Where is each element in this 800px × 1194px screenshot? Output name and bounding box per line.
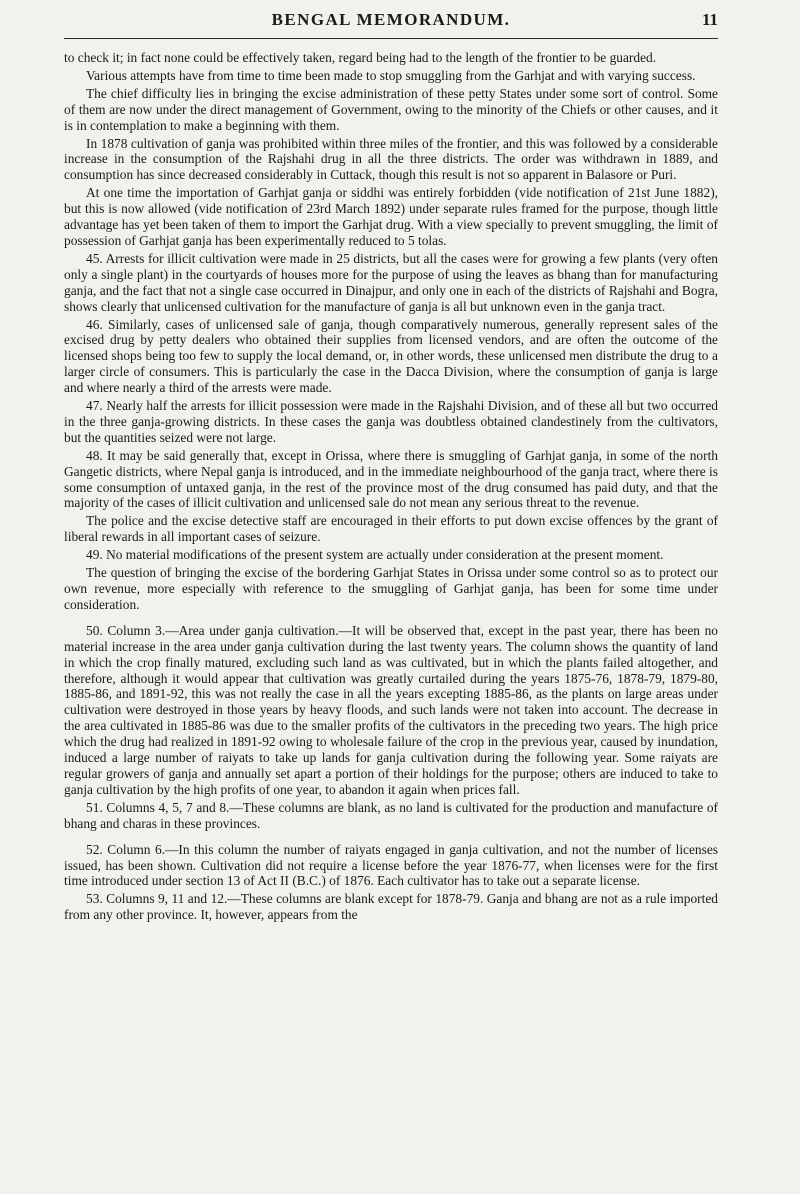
paragraph: At one time the importation of Garhjat ganja or siddhi was entirely forbidden (vide notification of 21st June 1882), but this is now allowed (vide notification of 23rd March 1892) under separate rules framed for the purpose, though little advantage has yet been taken of them to import the Garhjat drug. With a view specially to prevent smuggling, the limit of possession of Garhjat ganja has been experimentally reduced to 5 tolas. bbox=[64, 185, 718, 248]
paragraph: The police and the excise detective staff are encouraged in their efforts to put down excise offences by the grant of liberal rewards in all important cases of seizure. bbox=[64, 513, 718, 545]
paragraph: The question of bringing the excise of the bordering Garhjat States in Orissa under some control so as to protect our own revenue, more especially with reference to the smuggling of Garhjat ganja, has been for some time under consideration. bbox=[64, 565, 718, 612]
running-title: BENGAL MEMORANDUM. bbox=[271, 10, 511, 29]
paragraph: The chief difficulty lies in bringing the excise administration of these petty States under some sort of control. Some of them are now under the direct management of Government, owing to the minority of the Chiefs or other causes, and it is in contemplation to make a beginning with them. bbox=[64, 85, 718, 133]
paragraph-47: 47. Nearly half the arrests for illicit possession were made in the Rajshahi Division, and of these all but two occurred in the three ganja-growing districts. In these cases the ganja was doubtless obtained clandestinely from the cultivators, but the quantities seized were not large. bbox=[64, 398, 718, 445]
paragraph-46: 46. Similarly, cases of unlicensed sale of ganja, though comparatively numerous, generally represent sales of the excised drug by petty dealers who obtained their supplies from licensed vendors, and are often the outcome of the licensed shops being too few to supply the local demand, or, in other words, these unlicensed men distribute the drug to a larger circle of consumers. This is particularly the case in the Dacca Division, where the consumption of ganja is large and where nearly a third of the arrests were made. bbox=[64, 316, 718, 396]
paragraph-48: 48. It may be said generally that, except in Orissa, where there is smuggling of Garhjat ganja, in some of the north Gangetic districts, where Nepal ganja is introduced, and in the immediate neighbourhood of the ganja tract, where there is some consumption of untaxed ganja, in the rest of the province most of the drug consumed has paid duty, and that the majority of the cases of illicit cultivation and unlicensed sale do not mean any serious threat to the revenue. bbox=[64, 447, 718, 511]
paragraph-45: 45. Arrests for illicit cultivation were made in 25 districts, but all the cases were for growing a few plants (very often only a single plant) in the courtyards of houses more for the purpose of using the leaves as bhang than for manufacturing ganja, and the fact that not a single case occurred in Dinajpur, and only one in each of the districts of Rajshahi and Bogra, shows clearly that unlicensed cultivation for the manufacture of ganja is all but unknown even in the ganja tract. bbox=[64, 250, 718, 314]
paragraph-50: 50. Column 3.—Area under ganja cultivation.—It will be observed that, except in the past year, there has been no material increase in the area under ganja cultivation during the last twenty years. The column shows the quantity of land in which the crop finally matured, excluding such land as was cultivated, but in which the plants failed altogether, and therefore, although it would appear that cultivation was greatly curtailed during the years 1875-76, 1878-79, 1879-80, 1885-86, and 1891-92, this was not really the case in all the years excepting 1885-86, as the plants on large areas under cultivation were destroyed in those years by heavy floods, and such lands were not taken into account. The decrease in the area cultivated in 1885-86 was due to the smaller profits of the cultivators in the preceding two years. The high price which the drug had realized in 1891-92 owing to wholesale failure of the crop in the previous year, caused by inundation, induced a large number of raiyats to take up lands for ganja cultivation during the following year. Some raiyats are regular growers of ganja and annually set apart a portion of their holdings for the purpose; others are induced to take to ganja cultivation by the high profits of one year, to abandon it again when prices fall. bbox=[64, 622, 718, 797]
page-header bbox=[64, 10, 718, 36]
paragraph-52: 52. Column 6.—In this column the number of raiyats engaged in ganja cultivation, and not the number of licenses issued, has been shown. Cultivation did not require a license before the year 1876-77, when licenses were for the first time introduced under section 13 of Act II (B.C.) of 1876. Each cultivator has to take out a separate license. bbox=[64, 841, 718, 889]
paragraph-53: 53. Columns 9, 11 and 12.—These columns are blank except for 1878-79. Ganja and bhang are not as a rule imported from any other province. It, however, appears from the bbox=[64, 891, 718, 923]
page-number: 11 bbox=[701, 10, 718, 29]
paragraph-51: 51. Columns 4, 5, 7 and 8.—These columns are blank, as no land is cultivated for the production and manufacture of bhang and charas in these provinces. bbox=[64, 799, 718, 831]
paragraph-49: 49. No material modifications of the present system are actually under consideration at the present moment. bbox=[86, 547, 664, 563]
paragraph: In 1878 cultivation of ganja was prohibited within three miles of the frontier, and this was followed by a considerable increase in the consumption of the Rajshahi drug in all the three districts. The order was withdrawn in 1889, and consumption has since decreased considerably in Cuttack, though this result is not so apparent in Balasore or Puri. bbox=[64, 135, 718, 183]
header-rule bbox=[64, 38, 718, 39]
body-text bbox=[64, 50, 718, 925]
paragraph: Various attempts have from time to time been made to stop smuggling from the Garhjat and with varying success. bbox=[86, 67, 696, 83]
paragraph-continuation: to check it; in fact none could be effectively taken, regard being had to the length of the frontier to be guarded. bbox=[64, 50, 657, 65]
